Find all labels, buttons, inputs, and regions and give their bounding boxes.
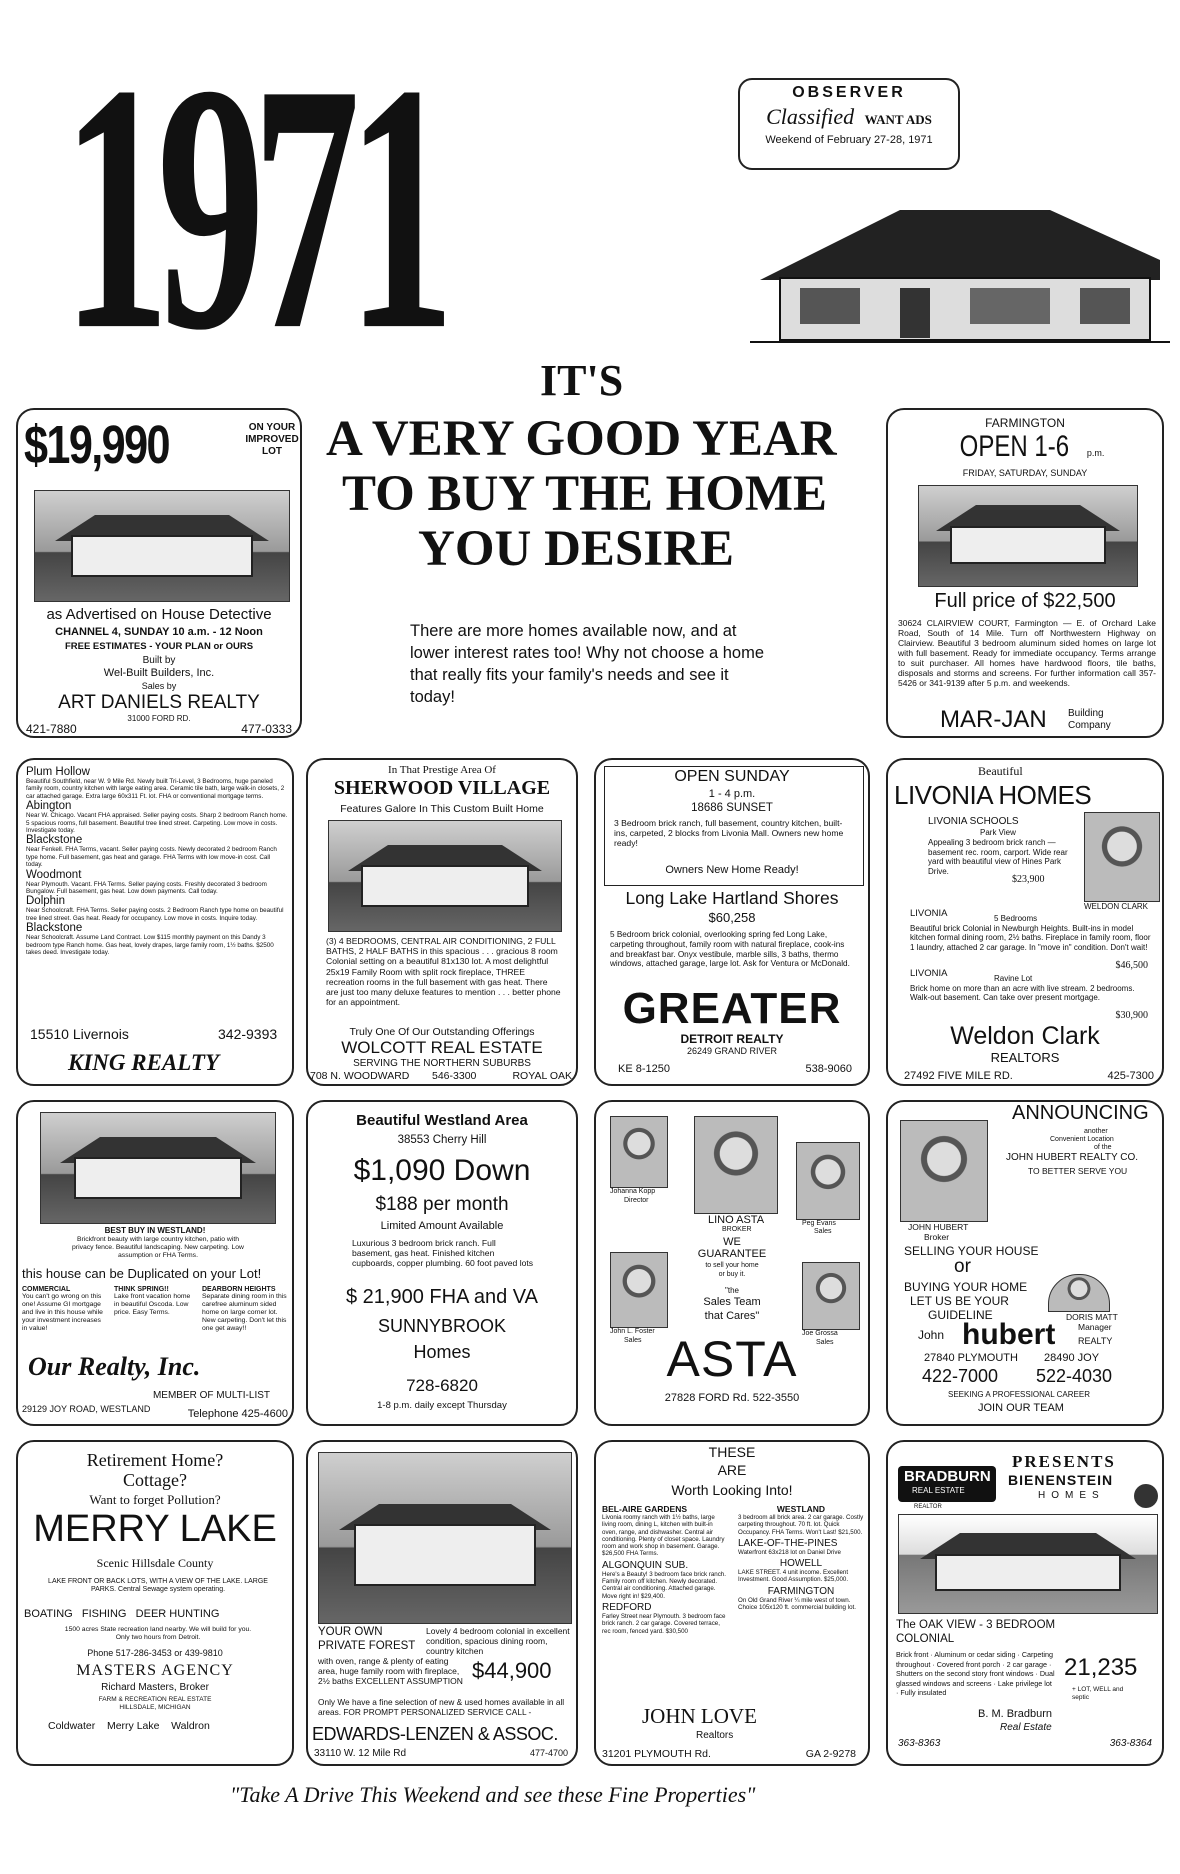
col-text: You can't go wrong on this one! Assume GI mortgage and live in this house while your investment increases in value! [22,1293,103,1332]
broker-name: B. M. Bradburn [978,1708,1052,1720]
announcing: ANNOUNCING [1012,1102,1149,1124]
listing-text: Near Schoolcraft. FHA Terms. Seller paying costs. 2 Bedroom Ranch type home on beautiful tree lined street. Gas heat. Ready for occupancy. Low move in costs. Inquire today. [26,907,284,922]
realty-name: ASTA [666,1331,798,1387]
address: 708 N. WOODWARD [310,1070,410,1082]
phone-2: 538-9060 [805,1063,852,1075]
join: JOIN OUR TEAM [978,1402,1064,1414]
heading-3b: Ravine Lot [994,974,1033,983]
realtors: REALTORS [990,1050,1060,1065]
park: Park View [980,828,1016,837]
headline-line-2: TO BUY THE HOME [342,466,828,522]
portrait-foster [610,1252,668,1328]
address: 31000 FORD RD. [127,714,191,723]
listing-head: WESTLAND [776,1504,826,1514]
bradburn-logo [898,1466,996,1502]
realtor: REALTOR [914,1504,942,1510]
description: (3) 4 BEDROOMS, CENTRAL AIR CONDITIONING, 2 FULL BATHS, 2 HALF BATHS in this spacious . . . gracious 8 room Colonial setting on a beautiful 81x130 lot. A most delightful 25x19 Family Room with split rock fireplace, THREE recreation rooms in the full basement with gas heat. There are just too many deluxe features to mention . . . better phone for an appointment. [326,936,561,1008]
description: 3 Bedroom brick ranch, full basement, country kitchen, built-ins, carpeted, 2 blocks from Livonia Mall. Owners new home ready! [614,818,844,848]
monthly: $188 per month [375,1194,509,1215]
realty-name: KING REALTY [68,1050,220,1075]
listing-name: Woodmont [26,868,82,881]
person-role: Director [624,1197,649,1204]
member: MEMBER OF MULTI-LIST [152,1390,270,1401]
portrait-matt [1048,1274,1110,1312]
phone: 425-7300 [1107,1070,1154,1082]
ad-bradburn [886,1440,1164,1766]
sales-by: Sales by [141,681,177,691]
town-name: Merry Lake [106,1720,160,1732]
realty-name-2: DETROIT REALTY [680,1032,784,1046]
realty-name: JOHN LOVE [642,1704,757,1728]
listing-head: FARMINGTON [767,1585,835,1597]
worth: Worth Looking Into! [671,1482,793,1498]
ad-john-love [594,1440,870,1766]
want-ads-label: WANT ADS [864,112,932,127]
broker: Richard Masters, Broker [101,1682,209,1693]
phone-1: KE 8-1250 [618,1063,670,1075]
model-name: The OAK VIEW - 3 BEDROOM COLONIAL [896,1619,1056,1645]
listing-head: LAKE-OF-THE-PINES [738,1537,838,1549]
own: YOUR OWN [318,1626,383,1638]
lake-price: $60,258 [708,910,756,925]
seeking: SEEKING A PROFESSIONAL CAREER [948,1390,1090,1399]
or: or [954,1256,971,1277]
agency-name: MASTERS AGENCY [76,1662,234,1679]
convenient: Convenient Location [1050,1136,1114,1143]
realty: REALTY [1078,1336,1113,1346]
built-by: Built by [142,655,176,666]
ad-edwards-lenzen [306,1440,578,1766]
listing-text: Livonia roomy ranch with 1½ baths, large living room, dining L, kitchen with built-in oven, range, and dishwasher. Central air conditioning. Plenty of closet space. Laundry room and work shop in basement. Garage. $26,500 FHA Terms. [602,1514,725,1558]
builder-name-2: Homes [413,1342,471,1362]
ad-art-daniels [16,408,302,738]
best-buy-text: Brickfront beauty with large country kitchen, patio with privacy fence. Beautiful landscaping. New carpeting. Low assumption or FHA Terms. [72,1236,244,1259]
pm: p.m. [1086,448,1105,458]
weekend-date: Weekend of February 27-28, 1971 [765,134,933,146]
phone-2: 477-0333 [241,722,292,736]
listing-text: Beautiful Southfield, near W. 9 Mile Rd. Newly built Tri-Level, 3 Bedrooms, huge paneled family room, country kitchen with large eating area. Ceramic tile bath, large walk-in closets, 2 car attached garage. Extra large 60x311 Ft. lot. FHA or conventional mortgage terms. [26,778,285,800]
manager: Manager [1078,1322,1112,1332]
address: 29129 JOY ROAD, WESTLAND [22,1404,151,1414]
portrait-kopp [610,1116,668,1188]
price: $19,990 [24,415,169,475]
body-1: Lovely 4 bedroom colonial in excellent condition, spacious dining room, country kitchen [426,1626,570,1656]
b-emblem [1134,1484,1158,1508]
realty-name: Weldon Clark [950,1022,1100,1050]
body-2: with oven, range & plenty of eating area, huge family room with fireplace, 2½ baths EXCELLENT ASSUMPTION [318,1656,463,1686]
listing-text: Farley Street near Plymouth. 3 bedroom face brick ranch. 2 car garage. Covered terrace, rec room, fenced yard. $30,500 [602,1612,726,1635]
year-text: 1971 [62,11,443,403]
listing-name: Dolphin [26,895,65,908]
classified-script: Classified [766,104,855,129]
footer-slogan: "Take A Drive This Weekend and see these Fine Properties" [230,1782,756,1807]
listing-head: ALGONQUIN SUB. [602,1559,689,1571]
realty-name: GREATER [622,984,842,1033]
price-1: $23,900 [1012,874,1045,885]
guarantee-1: WE [723,1236,741,1248]
team-3: that Cares" [704,1310,760,1322]
heading-3: LIVONIA [910,968,948,979]
team-1: "the [725,1286,739,1295]
person-role: BROKER [722,1226,752,1233]
listing-2: Beautiful brick Colonial in Newburgh Heights. Built-ins in model kitchen formal dining room, 2½ baths. Fireplace in family room, floor 1 laundry, attached 2 car garage. In "move in" condition. Don't wait! [910,924,1151,952]
listing-text: On Old Grand River ¼ mile west of town. Choice 105x120 ft. commercial building lot. [738,1596,856,1612]
team-2: Sales Team [703,1296,761,1308]
realty-name: ART DANIELS REALTY [58,692,260,713]
house-illustration [898,1514,1158,1614]
description: Luxurious 3 bedroom brick ranch. Full basement, gas heat. Finished kitchen cupboards, copper plumbing. 60 foot paved lots [352,1238,534,1269]
listing-text: Near Plymouth. Vacant. FHA Terms. Seller paying costs. Freshly decorated 3 bedroom Bungalow. Full basement, gas heat. Low down payments. Call today. [26,880,267,896]
town: HILLSDALE, MICHIGAN [119,1704,191,1711]
line-3: Want to forget Pollution? [89,1492,221,1507]
title: Beautiful Westland Area [356,1112,528,1129]
jh-name: JOHN HUBERT [908,1222,969,1232]
hubert: hubert [962,1318,1056,1351]
heading-2: LIVONIA [910,908,948,919]
company: JOHN HUBERT REALTY CO. [1006,1152,1139,1163]
ad-greater-detroit [594,758,870,1086]
john: John [918,1328,945,1342]
open-hours: OPEN 1-6 [959,430,1069,463]
address: 31201 PLYMOUTH Rd. [602,1748,711,1760]
house-photo [328,820,562,932]
observer-title: OBSERVER [792,84,906,101]
col-heading: DEARBORN HEIGHTS [202,1286,276,1293]
portrait-hubert [900,1120,988,1222]
broker-sub: Real Estate [1000,1722,1052,1733]
agency-name: EDWARDS-LENZEN & ASSOC. [312,1724,558,1744]
address-2: 26249 GRAND RIVER [686,1046,778,1056]
listing-3: Brick home on more than an acre with live stream. 2 bedrooms. Walk-out basement. Can take over present mortgage. [910,984,1135,1003]
phone-1: 422-7000 [922,1366,999,1386]
agent-name: WELDON CLARK [1084,902,1149,911]
channel: CHANNEL 4, SUNDAY 10 a.m. - 12 Noon [55,626,263,638]
selling: SELLING YOUR HOUSE [904,1244,1039,1258]
listing-text: Near Fenkell. FHA Terms, vacant. Seller paying costs. Newly decorated 2 bedroom Ranch type home. Full basement, gas heat and garage. FHA Terms with low move-in cost. Call today. [26,846,277,869]
logo-sub: REAL ESTATE [912,1486,965,1495]
phone-2: 363-8364 [1109,1738,1152,1749]
ad-weldon-clark [886,758,1164,1086]
ad-john-hubert [886,1100,1164,1426]
phone: Phone 517-286-3453 or 439-9810 [87,1648,223,1658]
person-role: Sales [814,1228,832,1235]
activity: DEER HUNTING [135,1608,220,1620]
features: Brick front · Aluminum or cedar siding · Carpeting throughout · Covered front porch · 2 car garage · Shutters on the second story front windows · Dual glassed windows and screens · Lake privilege lot · Fully insulated [896,1650,1055,1697]
serve: TO BETTER SERVE YOU [1028,1166,1128,1176]
address-2: 28490 JOY [1044,1352,1100,1364]
phone: Telephone 425-4600 [187,1408,288,1420]
headline-line-3: YOU DESIRE [418,521,734,577]
builder-name: SUNNYBROOK [377,1316,507,1336]
county: Scenic Hillsdale County [96,1556,214,1570]
intro-text: There are more homes available now, and at lower interest rates too! Why not choose a home that really fits your family's needs and see it today! [410,622,765,706]
portrait-evans [796,1142,860,1220]
advertised: as Advertised on House Detective [46,606,272,623]
logo-name: BRADBURN [904,1468,991,1485]
listing-head: HOWELL [779,1558,823,1570]
another: another [1084,1128,1108,1135]
price-2: $46,500 [1115,960,1148,971]
guarantee-3: to sell your home [705,1262,759,1269]
guideline: GUIDELINE [928,1308,993,1322]
lot-note: + LOT, WELL and septic [1072,1686,1124,1701]
realty-name: WOLCOTT REAL ESTATE [341,1038,543,1057]
company-sub: Building Company [1068,708,1111,731]
portrait-asta [694,1116,778,1214]
address: 18686 SUNSET [691,802,773,814]
duplicate-note: this house can be Duplicated on your Lot! [22,1266,262,1281]
listing-text: Near W. Chicago. Vacant FHA appraised. Seller paying costs. Sharp 2 bedroom Ranch home. 5 spacious rooms, full basement. Beautiful tree lined street. Carpeting. Low move in costs. Investigate today. [26,812,288,835]
farm: FARM & RECREATION REAL ESTATE [98,1696,212,1703]
col-heading: COMMERCIAL [22,1286,71,1293]
hours: 1-8 p.m. daily except Thursday [377,1400,507,1411]
listing-text: Near Schoolcraft. Assume Land Contract. Low $115 monthly payment on this Dandy 3 bedroom type Ranch home. Gas heat, lovely drapes, large family room, 1½ baths. $2500 takes deed. Investigate today. [26,934,274,957]
realty-name: Our Realty, Inc. [28,1352,201,1381]
listing-1: Appealing 3 bedroom brick ranch — basement rec. room, carport. Wide rear yard with beautiful view of Hines Park Drive. [928,838,1068,876]
person-name: LINO ASTA [708,1214,765,1226]
address-1: 27840 PLYMOUTH [924,1352,1018,1364]
these: THESE [708,1444,756,1460]
of-the: of the [1094,1144,1112,1151]
activity: FISHING [81,1608,127,1620]
its-label: IT'S [540,356,624,405]
phone-1: 363-8363 [898,1738,941,1749]
listing-head: BEL-AIRE GARDENS [602,1504,688,1514]
prestige-intro: In That Prestige Area Of [388,764,496,776]
phone-2: 522-4030 [1036,1366,1113,1386]
full-price: Full price of $22,500 [934,590,1116,612]
best-buy: BEST BUY IN WESTLAND! [104,1226,206,1235]
ad-sunnybrook [306,1100,578,1426]
on-lot-note: ON YOUR IMPROVED LOT [245,422,299,457]
buying: BUYING YOUR HOME [904,1280,1028,1294]
phone: GA 2-9278 [805,1748,856,1760]
town-name: Coldwater [48,1720,96,1732]
observer-masthead [738,78,960,170]
are: ARE [717,1462,747,1478]
address: 27828 FORD Rd. 522-3550 [664,1392,800,1404]
address: 15510 Livernois [30,1026,129,1042]
house-photo [918,485,1138,587]
limited: Limited Amount Available [380,1220,504,1232]
price: $44,900 [472,1658,552,1683]
line-2: Cottage? [123,1470,187,1490]
let-us: LET US BE YOUR [910,1294,1009,1308]
ad-our-realty [16,1100,294,1426]
guarantee-4: or buy it. [718,1271,746,1278]
listing-name: Blackstone [26,834,83,847]
listing-text: Waterfront 63x218 lot on Daniel Drive [738,1548,841,1556]
ad-mar-jan [886,408,1164,738]
builder: BIENENSTEIN [1008,1472,1114,1488]
free-estimates: FREE ESTIMATES - YOUR PLAN or OURS [64,641,254,652]
listing-name: Blackstone [26,922,83,935]
realtors: Realtors [696,1730,734,1741]
forest: PRIVATE FOREST [318,1640,416,1652]
col-text: Separate dining room in this carefree aluminum sided home on large corner lot. New carpeting. Don't let this one get away!! [202,1293,287,1332]
open-days: FRIDAY, SATURDAY, SUNDAY [962,468,1088,478]
listing-name: Abington [26,800,72,813]
person-role: Sales [624,1337,642,1344]
schools: LIVONIA SCHOOLS [928,816,1019,827]
address: 33110 W. 12 Mile Rd [314,1748,407,1759]
phone: 342-9393 [218,1026,278,1042]
person-name: Joe Grossa [802,1330,838,1337]
headline-line-1: A VERY GOOD YEAR [326,411,837,467]
header-house-illustration [750,170,1170,348]
hours: 1 - 4 p.m. [708,788,756,800]
phone-1: 421-7880 [26,722,77,736]
town-name: Waldron [171,1720,210,1732]
house-photo [40,1112,276,1224]
acres: 1500 acres State recreation land nearby. We will build for you. Only two hours from Detroit. [64,1626,252,1642]
homes: HOMES [1038,1490,1105,1501]
listing-head: REDFORD [602,1601,652,1613]
lake-lots: LAKE FRONT OR BACK LOTS, WITH A VIEW OF THE LAKE. LARGE PARKS. Central Sewage system operating. [48,1578,268,1594]
serving: SERVING THE NORTHERN SUBURBS [353,1058,531,1069]
title: MERRY LAKE [33,1508,277,1550]
phone: 477-4700 [529,1748,568,1758]
person-name: Peg Evans [802,1220,836,1227]
builder: Wel-Built Builders, Inc. [103,667,215,679]
phone: 546-3300 [432,1070,477,1082]
guarantee-2: GUARANTEE [697,1248,767,1260]
town: FARMINGTON [985,416,1065,430]
ad-wolcott [306,758,578,1086]
house-photo [34,490,290,602]
town: ROYAL OAK [512,1070,572,1082]
jh-role: Broker [924,1232,950,1242]
person-role: Sales [816,1339,834,1346]
house-photo [318,1452,572,1624]
company-name: MAR-JAN [940,706,1047,733]
heading-2b: 5 Bedrooms [994,914,1038,923]
title: SHERWOOD VILLAGE [333,777,551,799]
person-name: Johanna Kopp [610,1188,656,1195]
down-payment: $1,090 Down [353,1154,531,1187]
subtitle: Features Galore In This Custom Built Home [340,803,544,815]
col-text: Lake front vacation home in beautiful Oscoda. Low price. Easy Terms. [114,1293,191,1316]
pre-title: Beautiful [978,764,1023,778]
open-sunday: OPEN SUNDAY [674,768,790,785]
year-banner [62,11,482,403]
portrait-grossa [802,1262,860,1330]
ad-king-realty [16,758,294,1086]
doris: DORIS MATT [1066,1312,1118,1322]
presents: PRESENTS [1012,1452,1116,1471]
listing-name: Plum Hollow [26,766,90,778]
person-name: John L. Foster [610,1328,655,1335]
title: LIVONIA HOMES [894,780,1092,810]
agent-portrait [1084,812,1160,902]
offer: Truly One Of Our Outstanding Offerings [349,1026,535,1038]
activity: BOATING [24,1608,73,1620]
ready: Owners New Home Ready! [665,864,799,876]
ad-asta [594,1100,870,1426]
lake-description: 5 Bedroom brick colonial, overlooking spring fed Long Lake, carpeting throughout, family room with natural fireplace, cook-ins and breakfast bar. Onyx vestibule, marble sills, 3 baths, thermo windows, attached garage, large lot. Ask for Ventura or McDonald. [610,930,850,969]
listing-text: LAKE STREET. 4 unit income. Excellent Investment. Good Assumption. $25,000. [738,1569,849,1584]
price: 21,235 [1064,1654,1138,1681]
ad-masters-agency [16,1440,294,1766]
col-heading: THINK SPRING!! [114,1286,169,1293]
phone: 728-6820 [406,1376,478,1395]
fha-price: $ 21,900 FHA and VA [346,1286,538,1308]
address: 38553 Cherry Hill [397,1134,487,1146]
listing-text: 3 bedroom all brick area. 2 car garage. Costly carpeting throughout. 70 ft. lot. Quick Occupancy. FHA Terms. Won't Last! $21,500. [738,1514,864,1536]
listing-text: Here's a Beauty! 3 bedroom face brick ranch. Family room off kitchen. Newly decorated. Central air conditioning. Attached garage. Move right in! $29,400. [602,1570,726,1600]
description: 30624 CLAIRVIEW COURT, Farmington — E. of Orchard Lake Road, South of 14 Mile. Turn off Northwestern Highway on Clairview. Beautiful 3 bedroom aluminum sided homes on large lot with full basement. Ready for immediate occupancy. Terms arrange to suit purchaser. All homes have hardwood floors, tile baths, disposals and storms and screens. For further information call 357-5426 or 341-9139 after 5 p.m. and weekends. [898,618,1156,688]
address: 27492 FIVE MILE RD. [904,1070,1013,1082]
line-1: Retirement Home? [86,1450,224,1470]
price-3: $30,900 [1115,1010,1148,1021]
lake-title: Long Lake Hartland Shores [625,888,839,908]
body-3: Only We have a fine selection of new & used homes available in all areas. FOR PROMPT PERSONALIZED SERVICE CALL - [318,1697,565,1717]
